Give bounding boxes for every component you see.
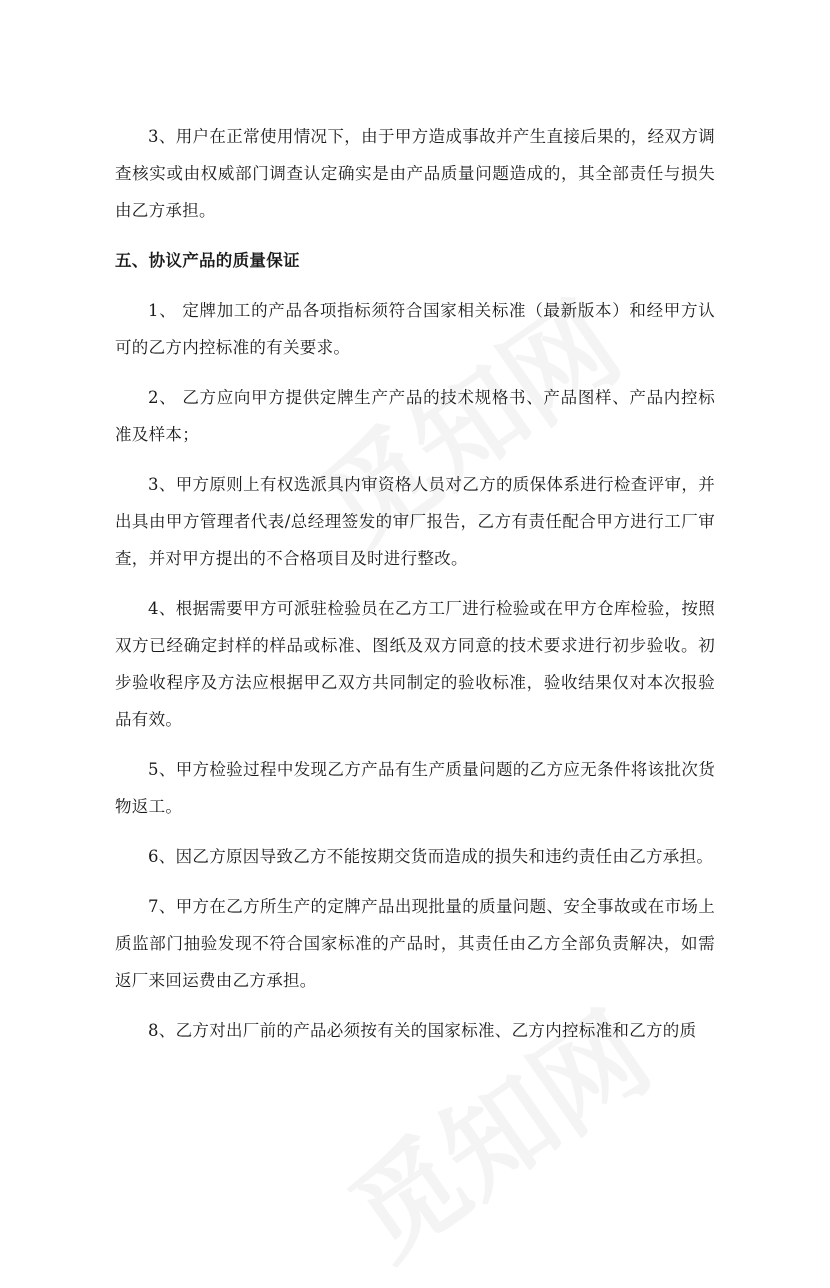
clause-paragraph-5-2: 2、 乙方应向甲方提供定牌生产产品的技术规格书、产品图样、产品内控标准及样本； [115, 388, 715, 444]
clause-paragraph-5-4: 4、根据需要甲方可派驻检验员在乙方工厂进行检验或在甲方仓库检验，按照双方已经确定封样的样品或标准、图纸及双方同意的技术要求进行初步验收。初步验收程序及方法应根据甲乙双方共同制定的验收标准，验收结果仅对本次报验品有效。 [115, 599, 715, 729]
clause-paragraph-5-7: 7、甲方在乙方所生产的定牌产品出现批量的质量问题、安全事故或在市场上质监部门抽验发现不符合国家标准的产品时，其责任由乙方全部负责解决，如需返厂来回运费由乙方承担。 [115, 897, 715, 990]
clause-paragraph-5-5: 5、甲方检验过程中发现乙方产品有生产质量问题的乙方应无条件将该批次货物返工。 [115, 760, 715, 816]
clause-paragraph-5-8: 8、乙方对出厂前的产品必须按有关的国家标准、乙方内控标准和乙方的质 [148, 1021, 697, 1040]
clause-paragraph-4-3: 3、用户在正常使用情况下，由于甲方造成事故并产生直接后果的，经双方调查核实或由权威部门调查认定确实是由产品质量问题造成的，其全部责任与损失由乙方承担。 [115, 127, 715, 220]
clause-paragraph-5-6: 6、因乙方原因导致乙方不能按期交货而造成的损失和违约责任由乙方承担。 [148, 847, 714, 866]
clause-paragraph-5-1: 1、 定牌加工的产品各项指标须符合国家相关标准（最新版本）和经甲方认可的乙方内控标准的有关要求。 [115, 301, 715, 357]
section-heading-5: 五、协议产品的质量保证 [115, 251, 300, 270]
document-body [115, 118, 715, 1062]
clause-paragraph-5-3: 3、甲方原则上有权选派具内审资格人员对乙方的质保体系进行检查评审，并出具由甲方管理者代表/总经理签发的审厂报告，乙方有责任配合甲方进行工厂审查，并对甲方提出的不合格项目及时进行整改。 [115, 475, 715, 568]
